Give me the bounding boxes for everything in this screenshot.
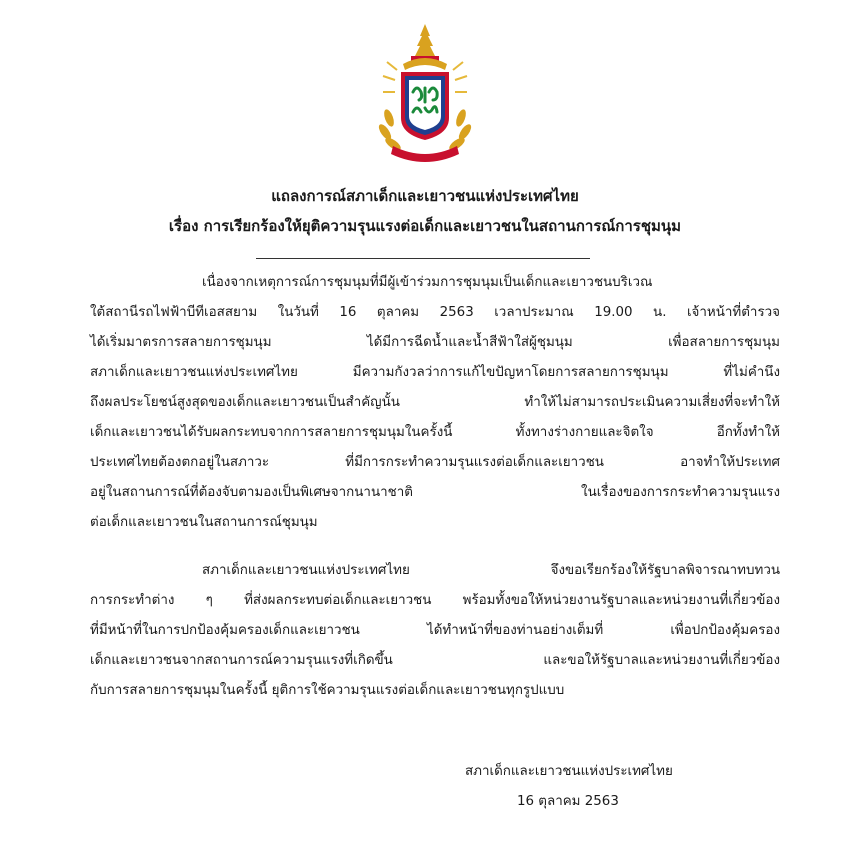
paragraph-line: เด็กและเยาวชนได้รับผลกระทบจากการสลายการชุมนุมในครั้งนี้ ทั้งทางร่างกายและจิตใจ อีกทั้งทำให้ <box>90 425 780 440</box>
paragraph-line: เด็กและเยาวชนจากสถานการณ์ความรุนแรงที่เกิดขึ้น และขอให้รัฐบาลและหน่วยงานที่เกี่ยวข้อง <box>90 653 780 668</box>
paragraph-line: ประเทศไทยต้องตกอยู่ในสภาวะ ที่มีการกระทำความรุนแรงต่อเด็กและเยาวชน อาจทำให้ประเทศ <box>90 455 780 470</box>
paragraph-line: ใต้สถานีรถไฟฟ้าบีทีเอสสยาม ในวันที่ 16 ตุลาคม 2563 เวลาประมาณ 19.00 น. เจ้าหน้าที่ตำรวจ <box>90 305 780 320</box>
paragraph-line: สภาเด็กและเยาวชนแห่งประเทศไทย จึงขอเรียกร้องให้รัฐบาลพิจารณาทบทวน <box>202 563 780 578</box>
paragraph-line: สภาเด็กและเยาวชนแห่งประเทศไทย มีความกังวลว่าการแก้ไขปัญหาโดยการสลายการชุมนุม ที่ไม่คำนึง <box>90 365 780 380</box>
statement-subject: เรื่อง การเรียกร้องให้ยุติความรุนแรงต่อเด็กและเยาวชนในสถานการณ์การชุมนุม <box>168 217 682 235</box>
paragraph-line: ได้เริ่มมาตรการสลายการชุมนุม ได้มีการฉีดน้ำและน้ำสีฟ้าใส่ผู้ชุมนุม เพื่อสลายการชุมนุม <box>90 335 780 350</box>
statement-title: แถลงการณ์สภาเด็กและเยาวชนแห่งประเทศไทย <box>271 187 579 205</box>
paragraph-line: ต่อเด็กและเยาวชนในสถานการณ์ชุมนุม <box>90 515 318 530</box>
paragraph-2 <box>90 556 780 706</box>
paragraph-line: การกระทำต่าง ๆ ที่ส่งผลกระทบต่อเด็กและเยาวชน พร้อมทั้งขอให้หน่วยงานรัฐบาลและหน่วยงานที่เกี่ยวข้อง <box>90 593 780 608</box>
paragraph-line: ที่มีหน้าที่ในการปกป้องคุ้มครองเด็กและเยาวชน ได้ทำหน้าที่ของท่านอย่างเต็มที่ เพื่อปกป้องคุ้มครอง <box>90 623 780 638</box>
signature-organization: สภาเด็กและเยาวชนแห่งประเทศไทย <box>465 764 673 779</box>
council-emblem-icon <box>375 22 475 167</box>
paragraph-line: กับการสลายการชุมนุมในครั้งนี้ ยุติการใช้ความรุนแรงต่อเด็กและเยาวชนทุกรูปแบบ <box>90 683 565 698</box>
divider <box>256 258 590 259</box>
signature-block <box>465 757 705 817</box>
paragraph-line: อยู่ในสถานการณ์ที่ต้องจับตามองเป็นพิเศษจากนานาชาติ ในเรื่องของการกระทำความรุนแรง <box>90 485 780 500</box>
paragraph-line: ถึงผลประโยชน์สูงสุดของเด็กและเยาวชนเป็นสำคัญนั้น ทำให้ไม่สามารถประเมินความเสี่ยงที่จะทำให้ <box>90 395 780 410</box>
paragraph-line: เนื่องจากเหตุการณ์การชุมนุมที่มีผู้เข้าร่วมการชุมนุมเป็นเด็กและเยาวชนบริเวณ <box>202 275 653 290</box>
signature-date: 16 ตุลาคม 2563 <box>517 794 619 809</box>
paragraph-1 <box>90 268 780 538</box>
